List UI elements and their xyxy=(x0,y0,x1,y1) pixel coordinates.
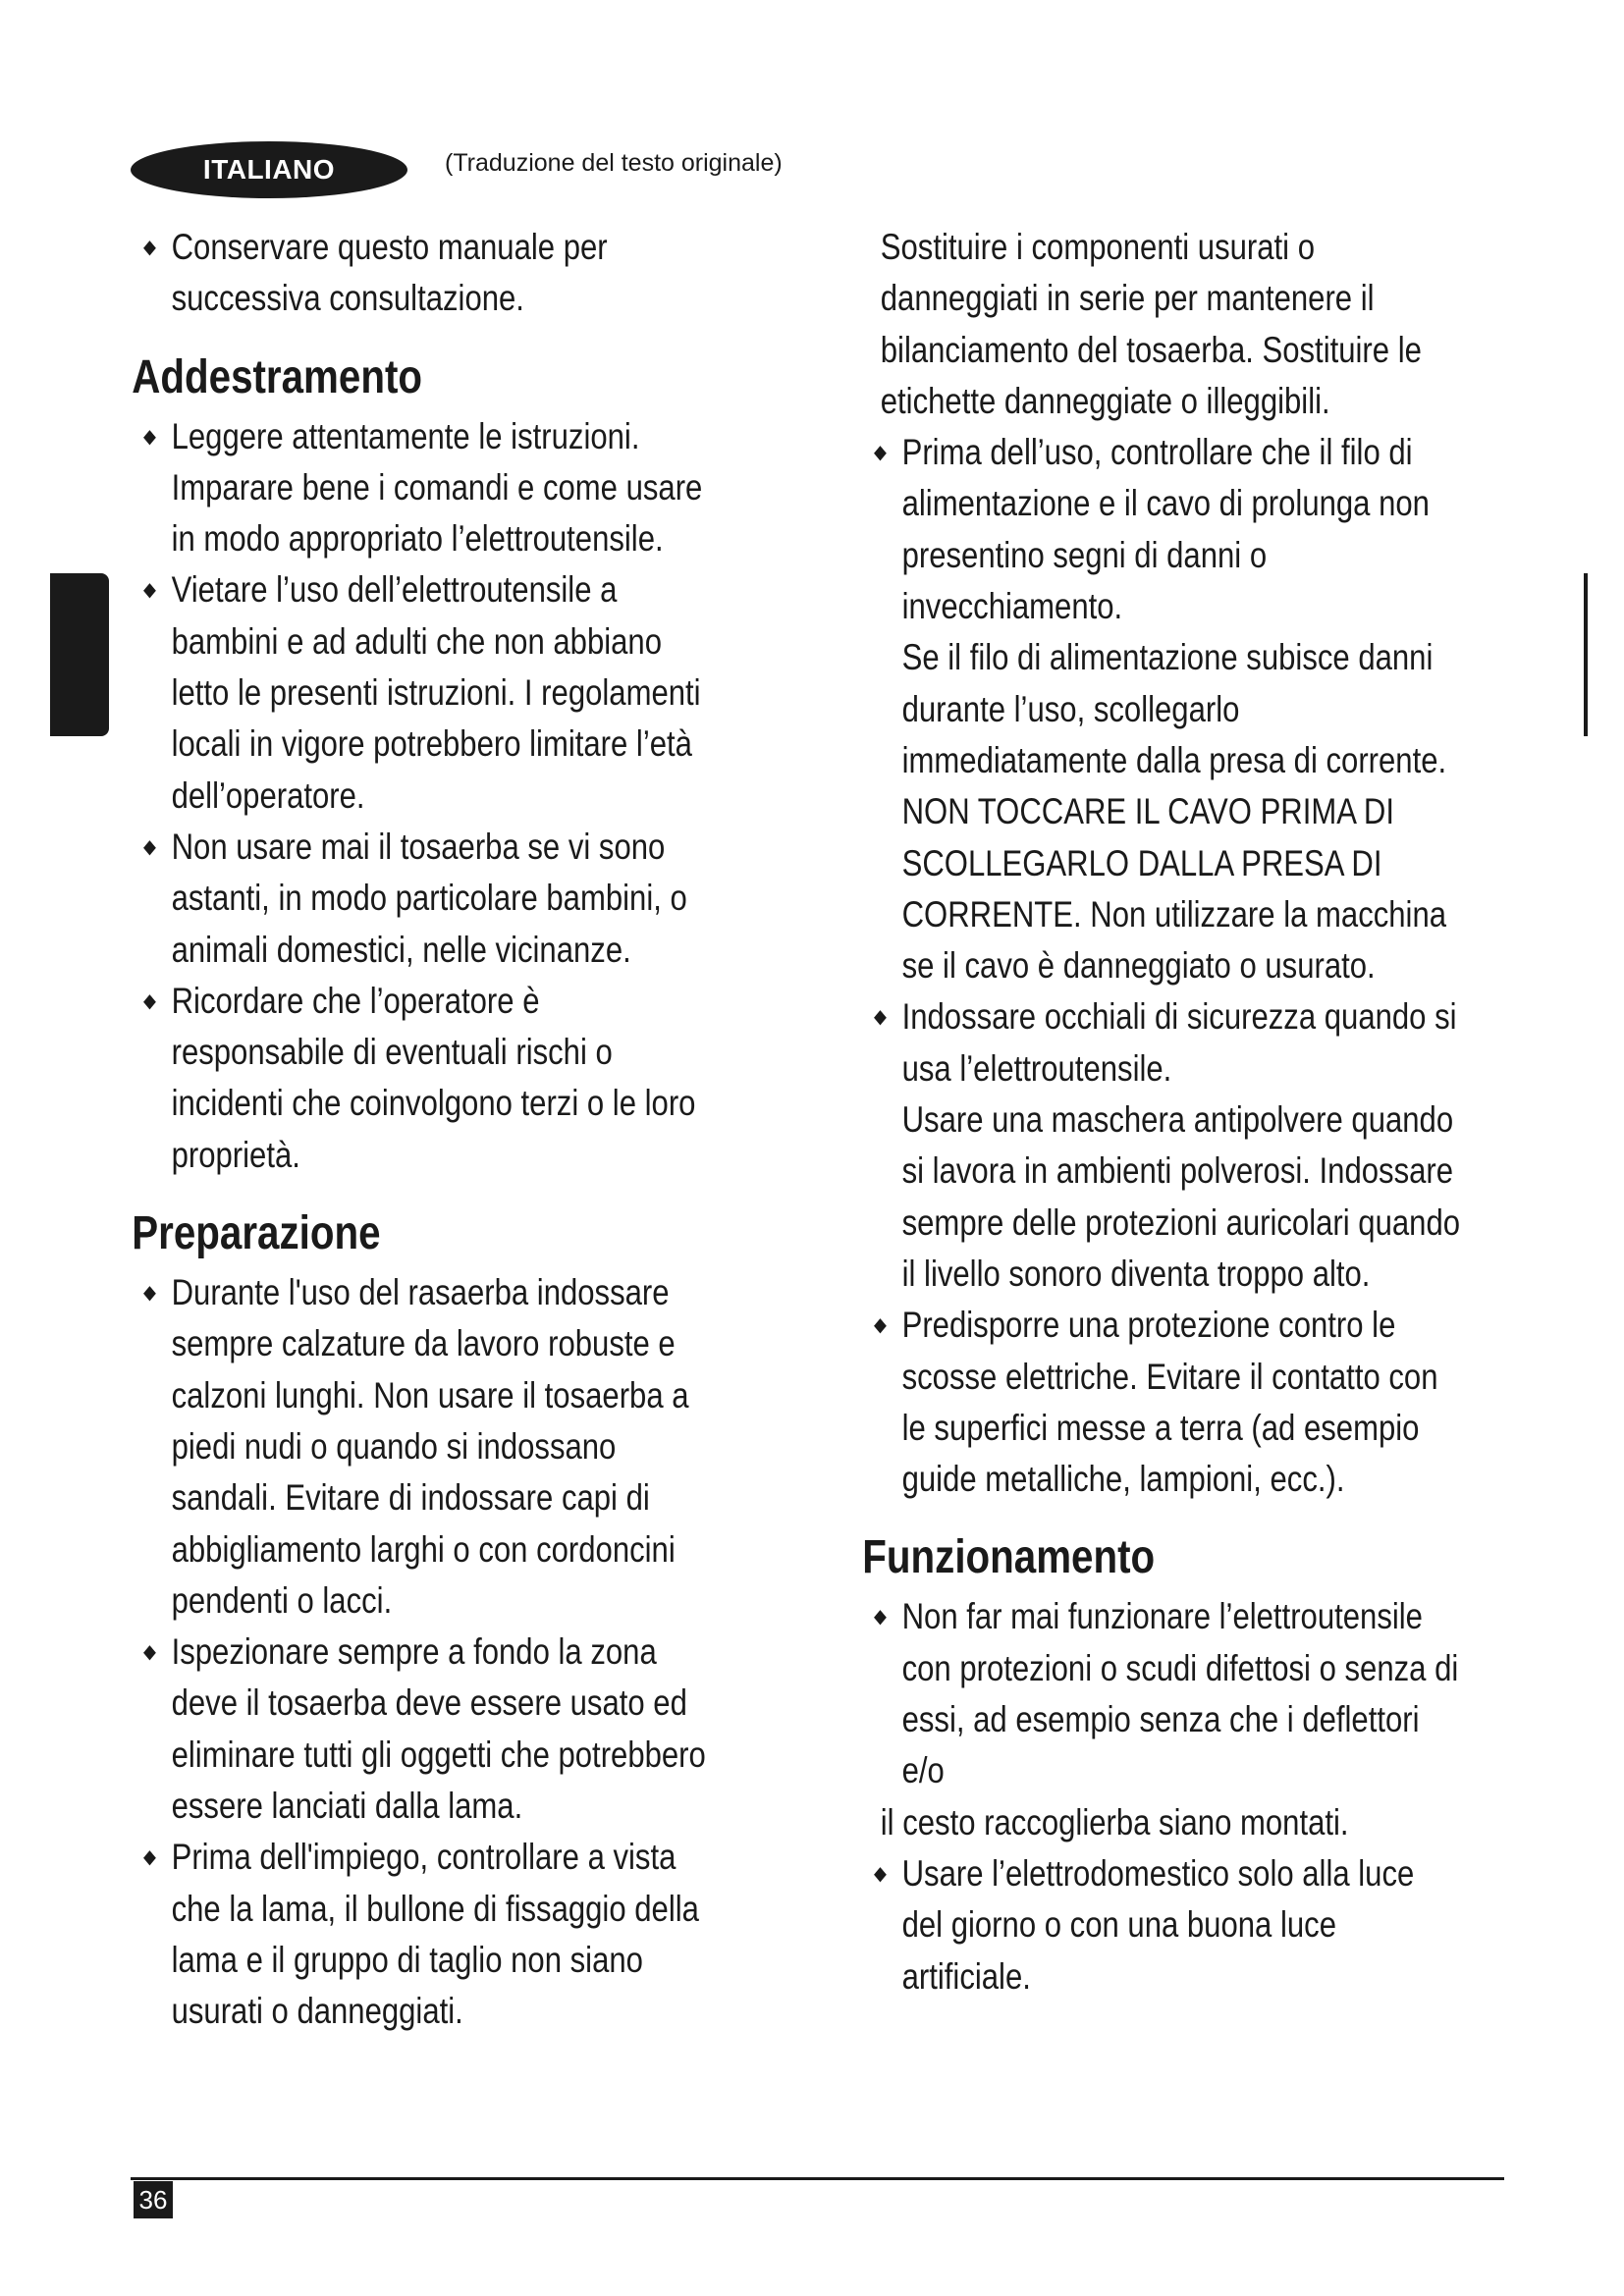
list-item-text: Usare l’elettrodomestico solo alla luce del giorno o con una buona luce artificiale. xyxy=(901,1852,1415,1997)
list-item-text: Se il filo di alimentazione subisce danni durante l’uso, scollegarlo immediatamente dalla presa di corrente. NON TOCCARE IL CAVO PRIMA DI SCOLLEGARLO DALLA PRESA DI CORRENTE. Non utilizzare la macchina se il cavo è danneggiato o usurato. xyxy=(901,637,1447,987)
section-tab-marker xyxy=(50,573,109,736)
bullet-icon: ◆ xyxy=(143,425,156,448)
left-column xyxy=(132,222,708,2038)
bullet-icon: ◆ xyxy=(143,237,156,258)
heading-funzionamento: Funzionamento xyxy=(862,1531,1156,1584)
list-item-text: Leggere attentamente le istruzioni. Imparare bene i comandi e come usare in modo appropriato l’elettroutensile. xyxy=(171,415,703,560)
page-number: 36 xyxy=(134,2181,173,2218)
bullet-icon: ◆ xyxy=(874,1314,887,1337)
list-item-continuation xyxy=(869,1797,1463,1848)
list-item-text: Prima dell'impiego, controllare a vista che la lama, il bullone di fissaggio della lama e il gruppo di taglio non siano usurati o danneggiati. xyxy=(171,1837,699,2032)
list-item-text: Non far mai funzionare l’elettroutensile con protezioni o scudi difettosi o senza di essi, ad esempio senza che i deflettori e/o xyxy=(901,1596,1459,1791)
list-item-text: Usare una maschera antipolvere quando si lavora in ambienti polverosi. Indossare sempre delle protezioni auricolari quando il livello sonoro diventa troppo alto. xyxy=(901,1099,1461,1294)
list-item xyxy=(138,822,708,976)
bullet-icon: ◆ xyxy=(143,1282,156,1305)
right-column xyxy=(862,222,1463,2002)
list-item xyxy=(138,1267,708,1627)
list-item xyxy=(138,564,708,821)
list-item xyxy=(138,1832,708,2037)
list-item-text: Durante l'uso del rasaerba indossare sempre calzature da lavoro robuste e calzoni lunghi. Non usare il tosaerba a piedi nudi o quando si indossano sandali. Evitare di indossare capi di abbigliamento larghi o con cordoncini pendenti o lacci. xyxy=(171,1272,689,1621)
bullet-icon: ◆ xyxy=(143,835,156,858)
list-item-text: Predisporre una protezione contro le scosse elettriche. Evitare il contatto con le superfici messe a terra (ad esempio guide metalliche, lampioni, ecc.). xyxy=(901,1305,1438,1500)
list-item-text: Indossare occhiali di sicurezza quando si usa l’elettroutensile. xyxy=(901,996,1457,1089)
list-item-text: Prima dell’uso, controllare che il filo di alimentazione e il cavo di prolunga non presentino segni di danni o invecchiamento. xyxy=(901,432,1430,627)
list-item xyxy=(869,1591,1463,1796)
list-item xyxy=(869,1848,1463,2002)
list-item-text: Conservare questo manuale per successiva consultazione. xyxy=(171,227,608,319)
bullet-icon: ◆ xyxy=(874,1862,887,1885)
bullet-icon: ◆ xyxy=(143,1641,156,1664)
language-badge: ITALIANO xyxy=(131,141,407,198)
bullet-icon: ◆ xyxy=(874,1606,887,1629)
paragraph-text: il cesto raccoglierba siano montati. xyxy=(880,1801,1349,1842)
list-item-text: Vietare l’uso dell’elettroutensile a bambini e ad adulti che non abbiano letto le presenti istruzioni. I regolamenti locali in vigore potrebbero limitare l’età dell’operatore. xyxy=(171,569,701,816)
list-item-text: Ispezionare sempre a fondo la zona deve il tosaerba deve essere usato ed eliminare tutti gli oggetti che potrebbero essere lanciati dalla lama. xyxy=(171,1631,706,1827)
list-item-text: Ricordare che l’operatore è responsabile di eventuali rischi o incidenti che coinvolgono terzi o le loro proprietà. xyxy=(171,980,696,1175)
list-item xyxy=(869,1300,1463,1505)
bullet-icon: ◆ xyxy=(874,442,887,464)
translation-note: (Traduzione del testo originale) xyxy=(445,149,783,177)
bullet-icon: ◆ xyxy=(143,989,156,1012)
footer-rule xyxy=(131,2177,1504,2180)
bullet-icon: ◆ xyxy=(143,1846,156,1869)
list-item xyxy=(138,976,708,1181)
heading-preparazione: Preparazione xyxy=(132,1207,381,1260)
list-item-text: Non usare mai il tosaerba se vi sono astanti, in modo particolare bambini, o animali domestici, nelle vicinanze. xyxy=(171,826,687,970)
paragraph-text: Sostituire i componenti usurati o danneggiati in serie per mantenere il bilanciamento del tosaerba. Sostituire le etichette danneggiate o illeggibili. xyxy=(880,227,1422,421)
list-item xyxy=(869,991,1463,1300)
heading-addestramento: Addestramento xyxy=(132,350,423,403)
list-item xyxy=(869,427,1463,991)
list-item xyxy=(138,411,708,565)
section-line-marker xyxy=(1584,573,1588,736)
bullet-icon: ◆ xyxy=(143,579,156,602)
bullet-icon: ◆ xyxy=(874,1006,887,1029)
continuation-paragraph xyxy=(869,222,1463,427)
list-item xyxy=(138,222,708,325)
list-item xyxy=(138,1627,708,1832)
